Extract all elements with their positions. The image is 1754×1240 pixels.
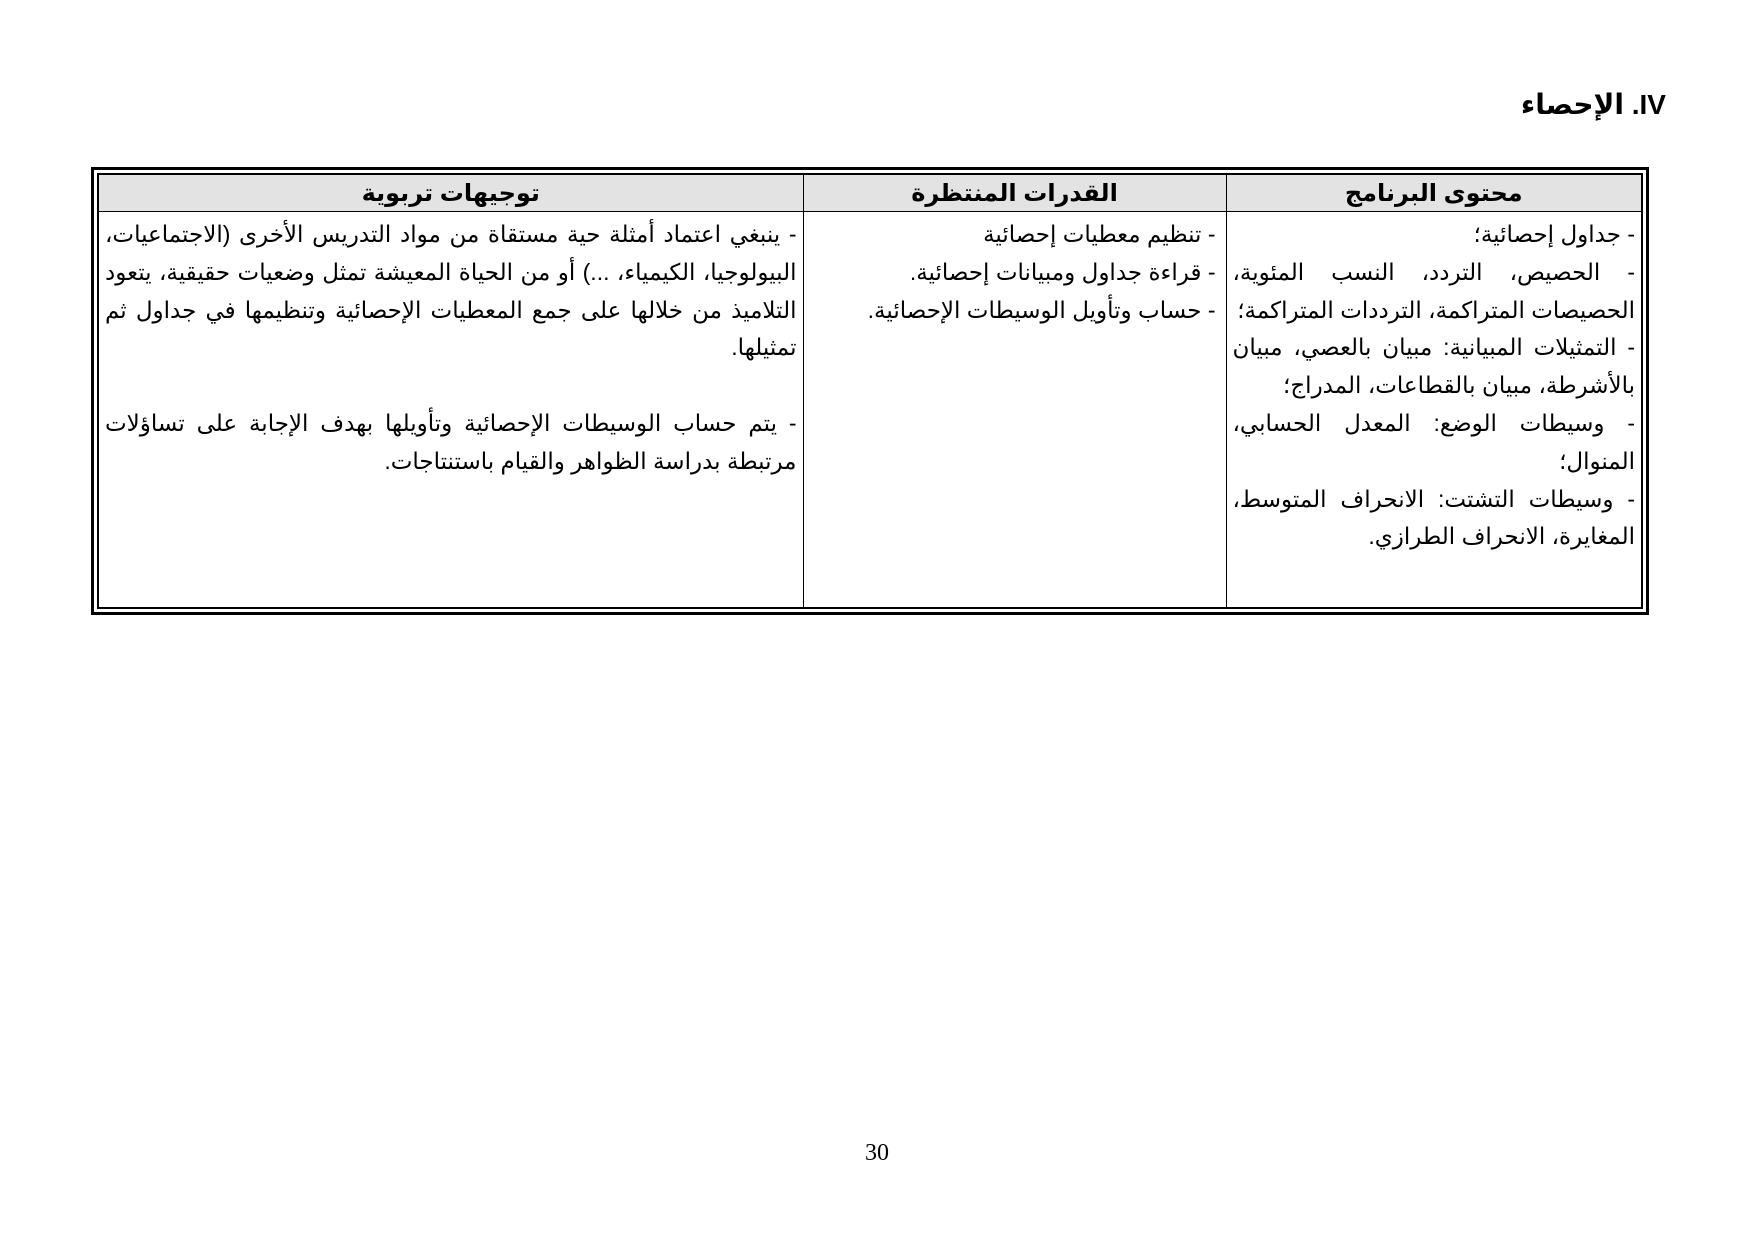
header-pedagogical-guidance: توجيهات تربوية xyxy=(99,175,803,212)
program-content-list xyxy=(1233,216,1636,556)
expected-abilities-list xyxy=(810,216,1220,329)
program-table xyxy=(99,175,1641,607)
header-expected-abilities: القدرات المنتظرة xyxy=(803,175,1226,212)
list-item: - حساب وتأويل الوسيطات الإحصائية. xyxy=(867,296,1216,323)
section-title: IV. الإحصاء xyxy=(1520,89,1666,120)
list-item: - الحصيص، التردد، النسب المئوية، الحصيصات المتراكمة، الترددات المتراكمة؛ xyxy=(1232,258,1635,323)
pedagogical-guidance-list xyxy=(105,216,797,481)
table-body-row xyxy=(99,212,1641,608)
list-item: - التمثيلات المبيانية: مبيان بالعصي، مبيان بالأشرطة، مبيان بالقطاعات، المدراج؛ xyxy=(1232,334,1635,399)
list-item: - قراءة جداول ومبيانات إحصائية. xyxy=(909,258,1216,285)
program-table-inner-frame xyxy=(97,173,1643,609)
program-content-cell xyxy=(1226,212,1641,608)
list-item: - ينبغي اعتماد أمثلة حية مستقاة من مواد التدريس الأخرى (الاجتماعيات، البيولوجيا، الكيمياء، ...) أو من الحياة المعيشة تمثل وضعيات حقيقية، يتعود التلاميذ من خلالها على جمع المعطيات الإحصائية وتنظيمها في جداول ثم تمثيلها. xyxy=(105,221,797,361)
list-item: - وسيطات الوضع: المعدل الحسابي، المنوال؛ xyxy=(1232,409,1635,474)
expected-abilities-cell xyxy=(803,212,1226,608)
table-header-row xyxy=(99,175,1641,212)
page-number: 30 xyxy=(865,1140,889,1166)
program-table-frame xyxy=(91,167,1649,615)
list-item: - يتم حساب الوسيطات الإحصائية وتأويلها بهدف الإجابة على تساؤلات مرتبطة بدراسة الظواهر والقيام باستنتاجات. xyxy=(105,409,797,474)
pedagogical-guidance-cell xyxy=(99,212,803,608)
list-item: - وسيطات التشتت: الانحراف المتوسط، المغايرة، الانحراف الطرازي. xyxy=(1232,485,1635,550)
header-program-content: محتوى البرنامج xyxy=(1226,175,1641,212)
list-item: - جداول إحصائية؛ xyxy=(1473,221,1635,247)
list-item: - تنظيم معطيات إحصائية xyxy=(983,221,1216,247)
